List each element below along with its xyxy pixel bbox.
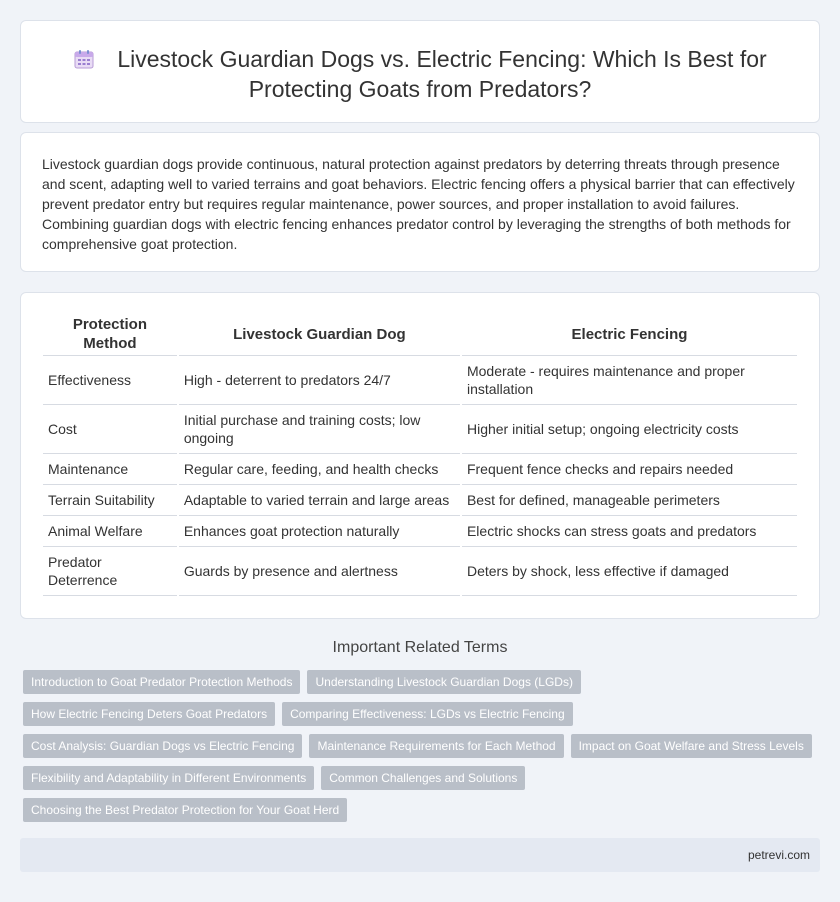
table-row (43, 356, 797, 405)
table-row (43, 547, 797, 596)
table-cell: Initial purchase and training costs; low ongoing (179, 405, 460, 454)
table-cell: Higher initial setup; ongoing electricity costs (462, 405, 797, 454)
page-title-wrap (21, 44, 819, 104)
table-cell: Electric shocks can stress goats and predators (462, 516, 797, 547)
table-row (43, 405, 797, 454)
comparison-table-card (20, 292, 820, 619)
table-cell: Enhances goat protection naturally (179, 516, 460, 547)
related-terms-list (23, 670, 823, 830)
footer-site-link[interactable]: petrevi.com (747, 848, 810, 862)
comparison-table (41, 313, 799, 596)
intro-paragraph: Livestock guardian dogs provide continuous, natural protection against predators by deterring threats through presence and scent, adapting well to varied terrains and goat behaviors. Electric fencing offers a physical barrier that can effectively prevent predator entry but requires regular maintenance, power sources, and proper installation to avoid failures. Combining guardian dogs with electric fencing enhances predator control by leveraging the strengths of both methods for comprehensive goat protection. (42, 156, 795, 252)
table-header: Electric Fencing (462, 313, 797, 356)
footer (20, 838, 820, 872)
related-term-tag[interactable]: Comparing Effectiveness: LGDs vs Electric Fencing (282, 702, 573, 726)
table-cell: Regular care, feeding, and health checks (179, 454, 460, 485)
table-cell: Effectiveness (43, 356, 177, 405)
intro-card (20, 132, 820, 272)
table-cell: Predator Deterrence (43, 547, 177, 596)
table-row (43, 516, 797, 547)
related-term-tag[interactable]: Introduction to Goat Predator Protection Methods (23, 670, 300, 694)
table-row (43, 485, 797, 516)
related-term-tag[interactable]: Maintenance Requirements for Each Method (309, 734, 563, 758)
table-cell: Moderate - requires maintenance and proper installation (462, 356, 797, 405)
related-term-tag[interactable]: How Electric Fencing Deters Goat Predators (23, 702, 275, 726)
related-term-tag[interactable]: Flexibility and Adaptability in Different Environments (23, 766, 314, 790)
table-header: Protection Method (43, 313, 177, 356)
table-cell: Animal Welfare (43, 516, 177, 547)
related-term-tag[interactable]: Understanding Livestock Guardian Dogs (LGDs) (307, 670, 580, 694)
table-cell: Deters by shock, less effective if damaged (462, 547, 797, 596)
related-term-tag[interactable]: Common Challenges and Solutions (321, 766, 525, 790)
table-cell: Frequent fence checks and repairs needed (462, 454, 797, 485)
related-term-tag[interactable]: Choosing the Best Predator Protection for Your Goat Herd (23, 798, 347, 822)
table-cell: Guards by presence and alertness (179, 547, 460, 596)
table-row (43, 454, 797, 485)
table-cell: Maintenance (43, 454, 177, 485)
table-header: Livestock Guardian Dog (179, 313, 460, 356)
table-cell: High - deterrent to predators 24/7 (179, 356, 460, 405)
header-card (20, 20, 820, 123)
page-title: Livestock Guardian Dogs vs. Electric Fencing: Which Is Best for Protecting Goats from Predators? (117, 46, 767, 102)
table-cell: Terrain Suitability (43, 485, 177, 516)
related-term-tag[interactable]: Cost Analysis: Guardian Dogs vs Electric Fencing (23, 734, 302, 758)
table-cell: Cost (43, 405, 177, 454)
table-cell: Adaptable to varied terrain and large areas (179, 485, 460, 516)
related-term-tag[interactable]: Impact on Goat Welfare and Stress Levels (571, 734, 812, 758)
table-cell: Best for defined, manageable perimeters (462, 485, 797, 516)
related-terms-title: Important Related Terms (332, 639, 508, 656)
calendar-icon (73, 48, 95, 70)
